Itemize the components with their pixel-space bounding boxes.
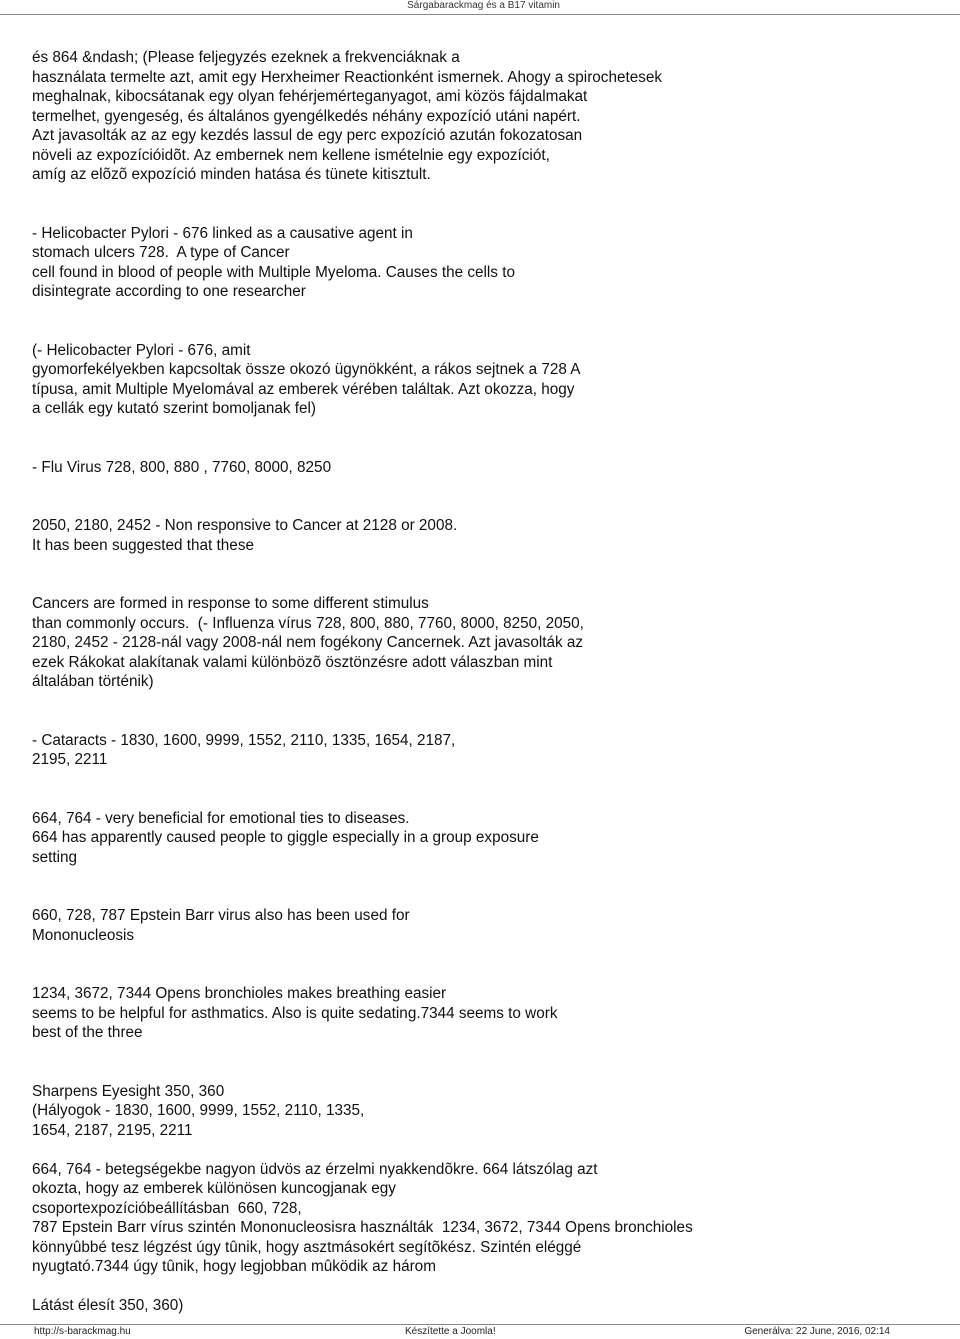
footer-generated-date: Generálva: 22 June, 2016, 02:14 (744, 1326, 890, 1337)
body-line: 1234, 3672, 7344 Opens bronchioles makes breathing easier (32, 985, 447, 1002)
body-line (32, 887, 932, 907)
body-line: ezek Rákokat alakítanak valami különbözõ ösztönzésre adott válaszban mint (32, 653, 553, 671)
body-line (32, 438, 932, 458)
body-line: Cancers are formed in response to some different stimulus (32, 595, 429, 612)
body-line: - Flu Virus 728, 800, 880 , 7760, 8000, 8250 (32, 458, 332, 476)
body-line: 660, 728, 787 Epstein Barr virus also has been used for (32, 907, 410, 924)
body-line (32, 965, 932, 985)
body-line: könnyûbbé tesz légzést úgy tûnik, hogy asztmásokért segítõkész. Szintén eléggé (32, 1238, 582, 1256)
body-line (32, 711, 932, 731)
body-line (32, 1277, 932, 1297)
body-line: 1654, 2187, 2195, 2211 (32, 1121, 193, 1139)
body-line (32, 555, 932, 575)
body-line: Sharpens Eyesight 350, 360 (32, 1082, 225, 1100)
body-line: stomach ulcers 728. A type of Cancer (32, 244, 290, 261)
body-line: setting (32, 848, 78, 866)
body-line: 787 Epstein Barr vírus szintén Mononucleosisra használták 1234, 3672, 7344 Opens bronchioles (32, 1219, 693, 1236)
body-line: gyomorfekélyekben kapcsoltak össze okozó ügynökként, a rákos sejtnek a 728 A (32, 361, 581, 378)
body-line: és 864 &ndash; (Please feljegyzés ezeknek a frekvenciáknak a (32, 49, 460, 66)
body-line: csoportexpozícióbeállításban 660, 728, (32, 1199, 302, 1217)
body-line (32, 477, 932, 497)
body-line (32, 945, 932, 965)
body-line: 664, 764 - betegségekbe nagyon üdvös az érzelmi nyakkendõkre. 664 látszólag azt (32, 1160, 598, 1178)
body-line: seems to be helpful for asthmatics. Also is quite sedating.7344 seems to work (32, 1004, 558, 1022)
body-line (32, 575, 932, 595)
body-line (32, 1043, 932, 1063)
footer-made-by: Készítette a Joomla! (405, 1326, 496, 1337)
body-line: nyugtató.7344 úgy tûnik, hogy legjobban mûködik az három (32, 1258, 436, 1275)
page-header (0, 0, 960, 15)
body-line: Mononucleosis (32, 926, 135, 944)
body-line (32, 302, 932, 322)
body-line: termelhet, gyengeség, és általános gyengélkedés néhány expozíció utáni napért. (32, 107, 581, 125)
body-line: növeli az expozícióidõt. Az embernek nem kellene ismételnie egy expozíciót, (32, 146, 550, 164)
body-line: a cellák egy kutató szerint bomoljanak fel) (32, 400, 316, 417)
body-line (32, 867, 932, 887)
body-line (32, 497, 932, 517)
body-line (32, 321, 932, 341)
body-line: 2195, 2211 (32, 751, 108, 768)
body-line (32, 1140, 932, 1160)
footer-site-link[interactable]: http://s-barackmag.hu (34, 1326, 131, 1337)
body-line: Azt javasolták az az egy kezdés lassul de egy perc expozíció azután fokozatosan (32, 127, 583, 144)
body-line (32, 770, 932, 790)
body-line: - Cataracts - 1830, 1600, 9999, 1552, 2110, 1335, 1654, 2187, (32, 731, 456, 749)
body-line: meghalnak, kibocsátanak egy olyan fehérjemérteganyagot, ami közös fájdalmakat (32, 88, 588, 105)
body-line: - Helicobacter Pylori - 676 linked as a causative agent in (32, 224, 413, 242)
body-line (32, 789, 932, 809)
body-line (32, 1062, 932, 1082)
body-line: használata termelte azt, amit egy Herxheimer Reactionként ismernek. Ahogy a spirochetesek (32, 68, 663, 86)
body-line: best of the three (32, 1024, 143, 1041)
body-line: típusa, amit Multiple Myelomával az emberek vérében találtak. Azt okozza, hogy (32, 380, 575, 398)
body-line (32, 185, 932, 205)
body-line: 664, 764 - very beneficial for emotional ties to diseases. (32, 809, 410, 827)
body-line: It has been suggested that these (32, 536, 254, 554)
body-line: okozta, hogy az emberek különösen kuncogjanak egy (32, 1180, 396, 1197)
body-line (32, 692, 932, 712)
body-line: amíg az elõzõ expozíció minden hatása és tünete kitisztult. (32, 166, 431, 183)
header-title: Sárgabarackmag és a B17 vitamin (407, 0, 560, 11)
page-footer (0, 1324, 960, 1339)
body-line (32, 204, 932, 224)
body-line: 664 has apparently caused people to giggle especially in a group exposure (32, 829, 539, 846)
article-body (32, 48, 932, 1316)
body-line: cell found in blood of people with Multiple Myeloma. Causes the cells to (32, 263, 515, 281)
body-line: Látást élesít 350, 360) (32, 1297, 184, 1314)
body-line: than commonly occurs. (- Influenza vírus 728, 800, 880, 7760, 8000, 8250, 2050, (32, 614, 584, 632)
body-line: disintegrate according to one researcher (32, 283, 306, 300)
body-line: 2050, 2180, 2452 - Non responsive to Cancer at 2128 or 2008. (32, 517, 458, 534)
body-line: általában történik) (32, 673, 154, 690)
body-line (32, 419, 932, 439)
body-line: 2180, 2452 - 2128-nál vagy 2008-nál nem fogékony Cancernek. Azt javasolták az (32, 634, 584, 651)
body-line: (Hályogok - 1830, 1600, 9999, 1552, 2110, 1335, (32, 1102, 365, 1119)
body-line: (- Helicobacter Pylori - 676, amit (32, 341, 251, 359)
